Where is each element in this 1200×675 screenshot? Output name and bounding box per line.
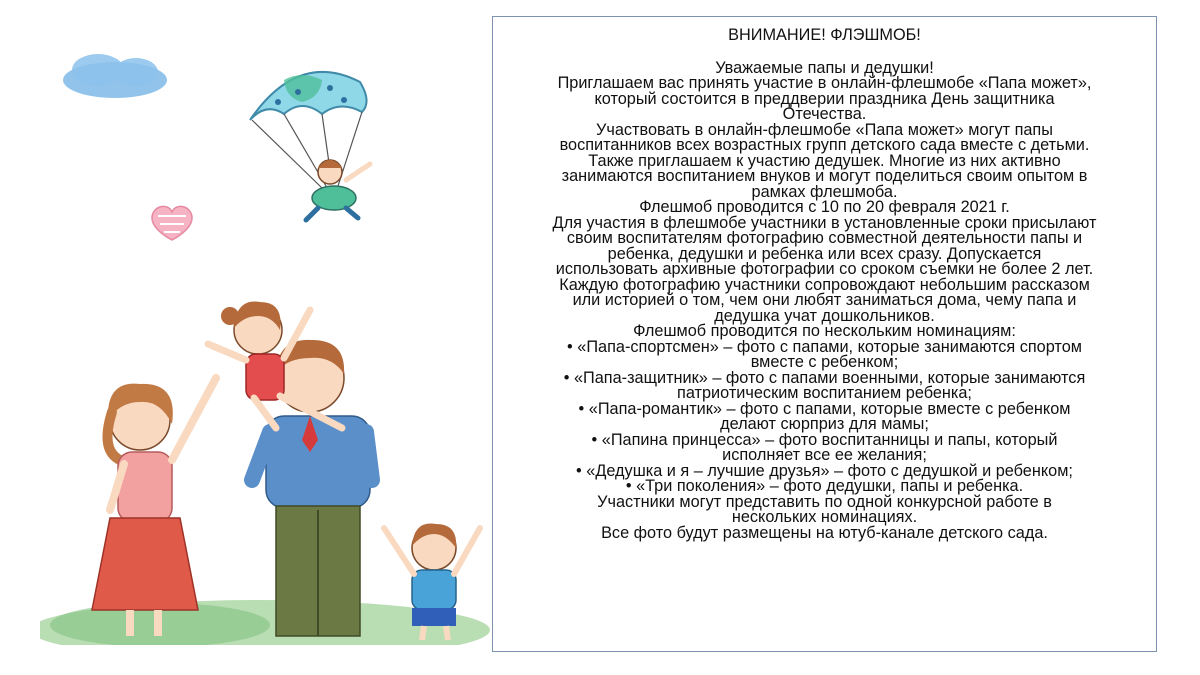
announcement-line: Каждую фотографию участники сопровождают небольшим рассказом (559, 275, 1090, 294)
announcement-line: вместе с ребенком; (750, 353, 899, 371)
announcement-line: • «Папа-защитник» – фото с папами военными, которые занимаются (563, 368, 1086, 387)
announcement-line: Участники могут представить по одной конкурсной работе в (597, 492, 1052, 511)
announcement-line: рамках флешмоба. (751, 182, 898, 201)
announcement-line: • «Три поколения» – фото дедушки, папы и ребенка. (625, 477, 1024, 495)
announcement-title: ВНИМАНИЕ! ФЛЭШМОБ! (728, 26, 921, 44)
announcement-line: Флешмоб проводится по нескольким номинациям: (633, 322, 1016, 340)
announcement-line: делают сюрприз для мамы; (720, 415, 929, 433)
announcement-line: Отечества. (782, 105, 867, 123)
announcement-line: дедушка учат дошкольников. (714, 306, 935, 325)
announcement-line: исполняет все ее желания; (722, 446, 927, 464)
announcement-line: • «Папа-романтик» – фото с папами, которые вместе с ребенком (578, 399, 1071, 418)
announcement-line: или историей о том, чем они любят заниматься дома, чему папа и (572, 291, 1077, 309)
announcement-line: который состоится в преддверии праздника День защитника (594, 89, 1055, 108)
announcement-line: Также приглашаем к участию дедушек. Многие из них активно (588, 151, 1061, 170)
announcement-line: Участвовать в онлайн-флешмобе «Папа может» могут папы (596, 120, 1053, 139)
announcement-line: Уважаемые папы и дедушки! (715, 58, 934, 77)
announcement-line: • «Папина принцесса» – фото воспитанницы и папы, который (591, 430, 1058, 449)
announcement-line: ребенка, дедушки и ребенка или всех сразу. Допускается (607, 244, 1042, 263)
announcement-box (492, 16, 1157, 652)
family-illustration (40, 40, 495, 645)
announcement-body (501, 58, 1148, 542)
announcement-line: Для участия в флешмобе участники в установленные сроки присылают (552, 213, 1097, 232)
announcement-line: использовать архивные фотографии со сроком съемки не более 2 лет. (555, 260, 1094, 278)
parachute-icon (250, 72, 370, 220)
cloud-icon (63, 54, 167, 98)
announcement-line: своим воспитателям фотографию совместной деятельности папы и (566, 229, 1083, 247)
announcement-line: нескольких номинациях. (731, 508, 918, 526)
announcement-line: Приглашаем вас принять участие в онлайн-флешмобе «Папа может», (557, 74, 1092, 92)
announcement-line: Флешмоб проводится с 10 по 20 февраля 2021 г. (639, 198, 1010, 216)
announcement-line: Все фото будут размещены на ютуб-канале детского сада. (601, 523, 1048, 542)
announcement-line: занимаются воспитанием внуков и могут поделиться своим опытом в (561, 167, 1088, 185)
announcement-line: • «Дедушка и я – лучшие друзья» – фото с дедушкой и ребенком; (576, 461, 1073, 480)
family-icon (40, 302, 490, 645)
announcement-line: патриотическим воспитанием ребенка; (677, 384, 972, 402)
heart-icon (152, 206, 192, 240)
announcement-line: воспитанников всех возрастных групп детского сада вместе с детьми. (559, 136, 1090, 154)
announcement-line: • «Папа-спортсмен» – фото с папами, которые занимаются спортом (567, 337, 1082, 356)
